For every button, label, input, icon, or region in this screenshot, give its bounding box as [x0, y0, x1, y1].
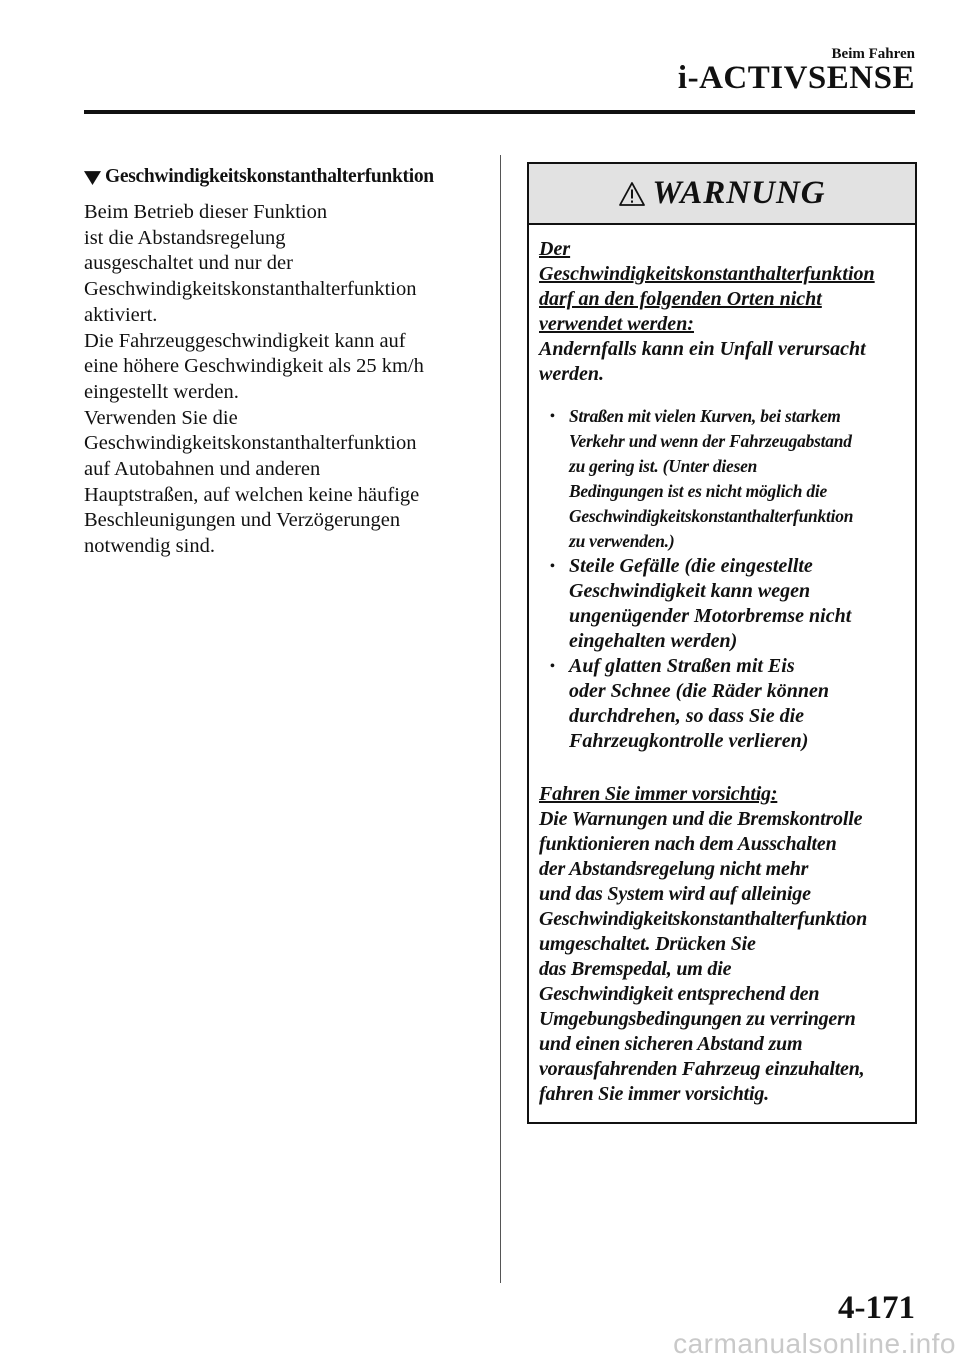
warning-box [527, 162, 917, 1124]
text-line: auf Autobahnen und anderen [84, 458, 321, 481]
watermark: carmanualsonline.info [673, 1328, 956, 1359]
warning-intro-underlined [539, 237, 906, 337]
text-line: Hauptstraßen, auf welchen keine häufige [84, 483, 420, 506]
text-line: eingestellt werden. [84, 380, 239, 403]
body-paragraph [84, 200, 484, 560]
text-line: umgeschaltet. Drücken Sie [539, 933, 756, 955]
text-line: Fahrzeugkontrolle verlieren) [569, 730, 809, 752]
text-line: das Bremspedal, um die [539, 958, 732, 980]
text-line: Geschwindigkeitskonstanthalterfunktion [569, 506, 854, 526]
chapter-title: i-ACTIVSENSE [677, 60, 915, 96]
text-line: ausgeschaltet und nur der [84, 252, 293, 275]
text-line: Die Warnungen und die Bremskontrolle [539, 808, 863, 830]
text-line: Beim Betrieb dieser Funktion [84, 201, 328, 223]
bullet-item [539, 404, 906, 554]
warning-intro-rest [539, 337, 906, 387]
text-line: werden. [539, 363, 604, 385]
text-line: Verkehr und wenn der Fahrzeugabstand [569, 431, 852, 451]
warning-triangle-icon [618, 181, 646, 207]
text-line: und einen sicheren Abstand zum [539, 1033, 803, 1055]
text-line: oder Schnee (die Räder können [569, 680, 829, 702]
down-triangle-icon [84, 169, 101, 186]
bullet-item [539, 554, 906, 654]
text-line: • Auf glatten Straßen mit Eis [569, 655, 795, 677]
text-line: eingehalten werden) [569, 630, 738, 652]
text-line: Beschleunigungen und Verzögerungen [84, 509, 401, 532]
text-line: ist die Abstandsregelung [84, 226, 286, 249]
warning-title: WARNUNG [652, 175, 826, 211]
text-line: durchdrehen, so dass Sie die [569, 705, 805, 727]
text-line: verwendet werden: [539, 313, 694, 335]
text-line: Umgebungsbedingungen zu verringern [539, 1008, 856, 1030]
warning-outro-heading: Fahren Sie immer vorsichtig: [539, 783, 778, 805]
text-line: • Straßen mit vielen Kurven, bei starkem [569, 406, 841, 426]
text-line: Andernfalls kann ein Unfall verursacht [539, 338, 866, 360]
bullet-item [539, 654, 906, 754]
text-line: darf an den folgenden Orten nicht [539, 288, 822, 310]
text-line: zu verwenden.) [569, 531, 675, 551]
left-column [84, 166, 484, 560]
text-line: aktiviert. [84, 303, 158, 326]
text-line: Verwenden Sie die [84, 406, 238, 429]
section-heading-text: Geschwindigkeitskonstanthalterfunktion [105, 166, 434, 187]
column-divider [500, 155, 501, 1283]
text-line: eine höhere Geschwindigkeit als 25 km/h [84, 355, 424, 378]
warning-body [529, 225, 915, 1107]
text-line: Geschwindigkeitskonstanthalterfunktion [84, 278, 417, 301]
text-line: Geschwindigkeitskonstanthalterfunktion [539, 908, 868, 930]
warning-bullet-list [539, 404, 906, 754]
text-line: fahren Sie immer vorsichtig. [539, 1083, 769, 1105]
page-number: 4-171 [838, 1290, 915, 1326]
text-line: Bedingungen ist es nicht möglich die [569, 481, 828, 501]
text-line: • Steile Gefälle (die eingestellte [569, 555, 813, 577]
text-line: ungenügender Motorbremse nicht [569, 605, 852, 627]
text-line: zu gering ist. (Unter diesen [569, 456, 758, 476]
text-line: und das System wird auf alleinige [539, 883, 811, 905]
warning-outro-text [539, 807, 906, 1107]
text-line: Geschwindigkeit kann wegen [569, 580, 811, 602]
warning-header [529, 164, 915, 225]
text-line: funktionieren nach dem Ausschalten [539, 833, 837, 855]
header-rule [84, 110, 915, 114]
text-line: Der [539, 238, 571, 260]
text-line: Die Fahrzeuggeschwindigkeit kann auf [84, 329, 406, 352]
text-line: Geschwindigkeitskonstanthalterfunktion [84, 432, 417, 455]
text-line: Geschwindigkeitskonstanthalterfunktion [539, 263, 875, 285]
text-line: Geschwindigkeit entsprechend den [539, 983, 820, 1005]
warning-intro [539, 237, 906, 387]
text-line: notwendig sind. [84, 535, 215, 558]
section-label: Beim Fahren [831, 46, 915, 62]
text-line: vorausfahrenden Fahrzeug einzuhalten, [539, 1058, 865, 1080]
section-heading [84, 166, 484, 188]
warning-outro [539, 782, 906, 1107]
text-line: der Abstandsregelung nicht mehr [539, 858, 809, 880]
